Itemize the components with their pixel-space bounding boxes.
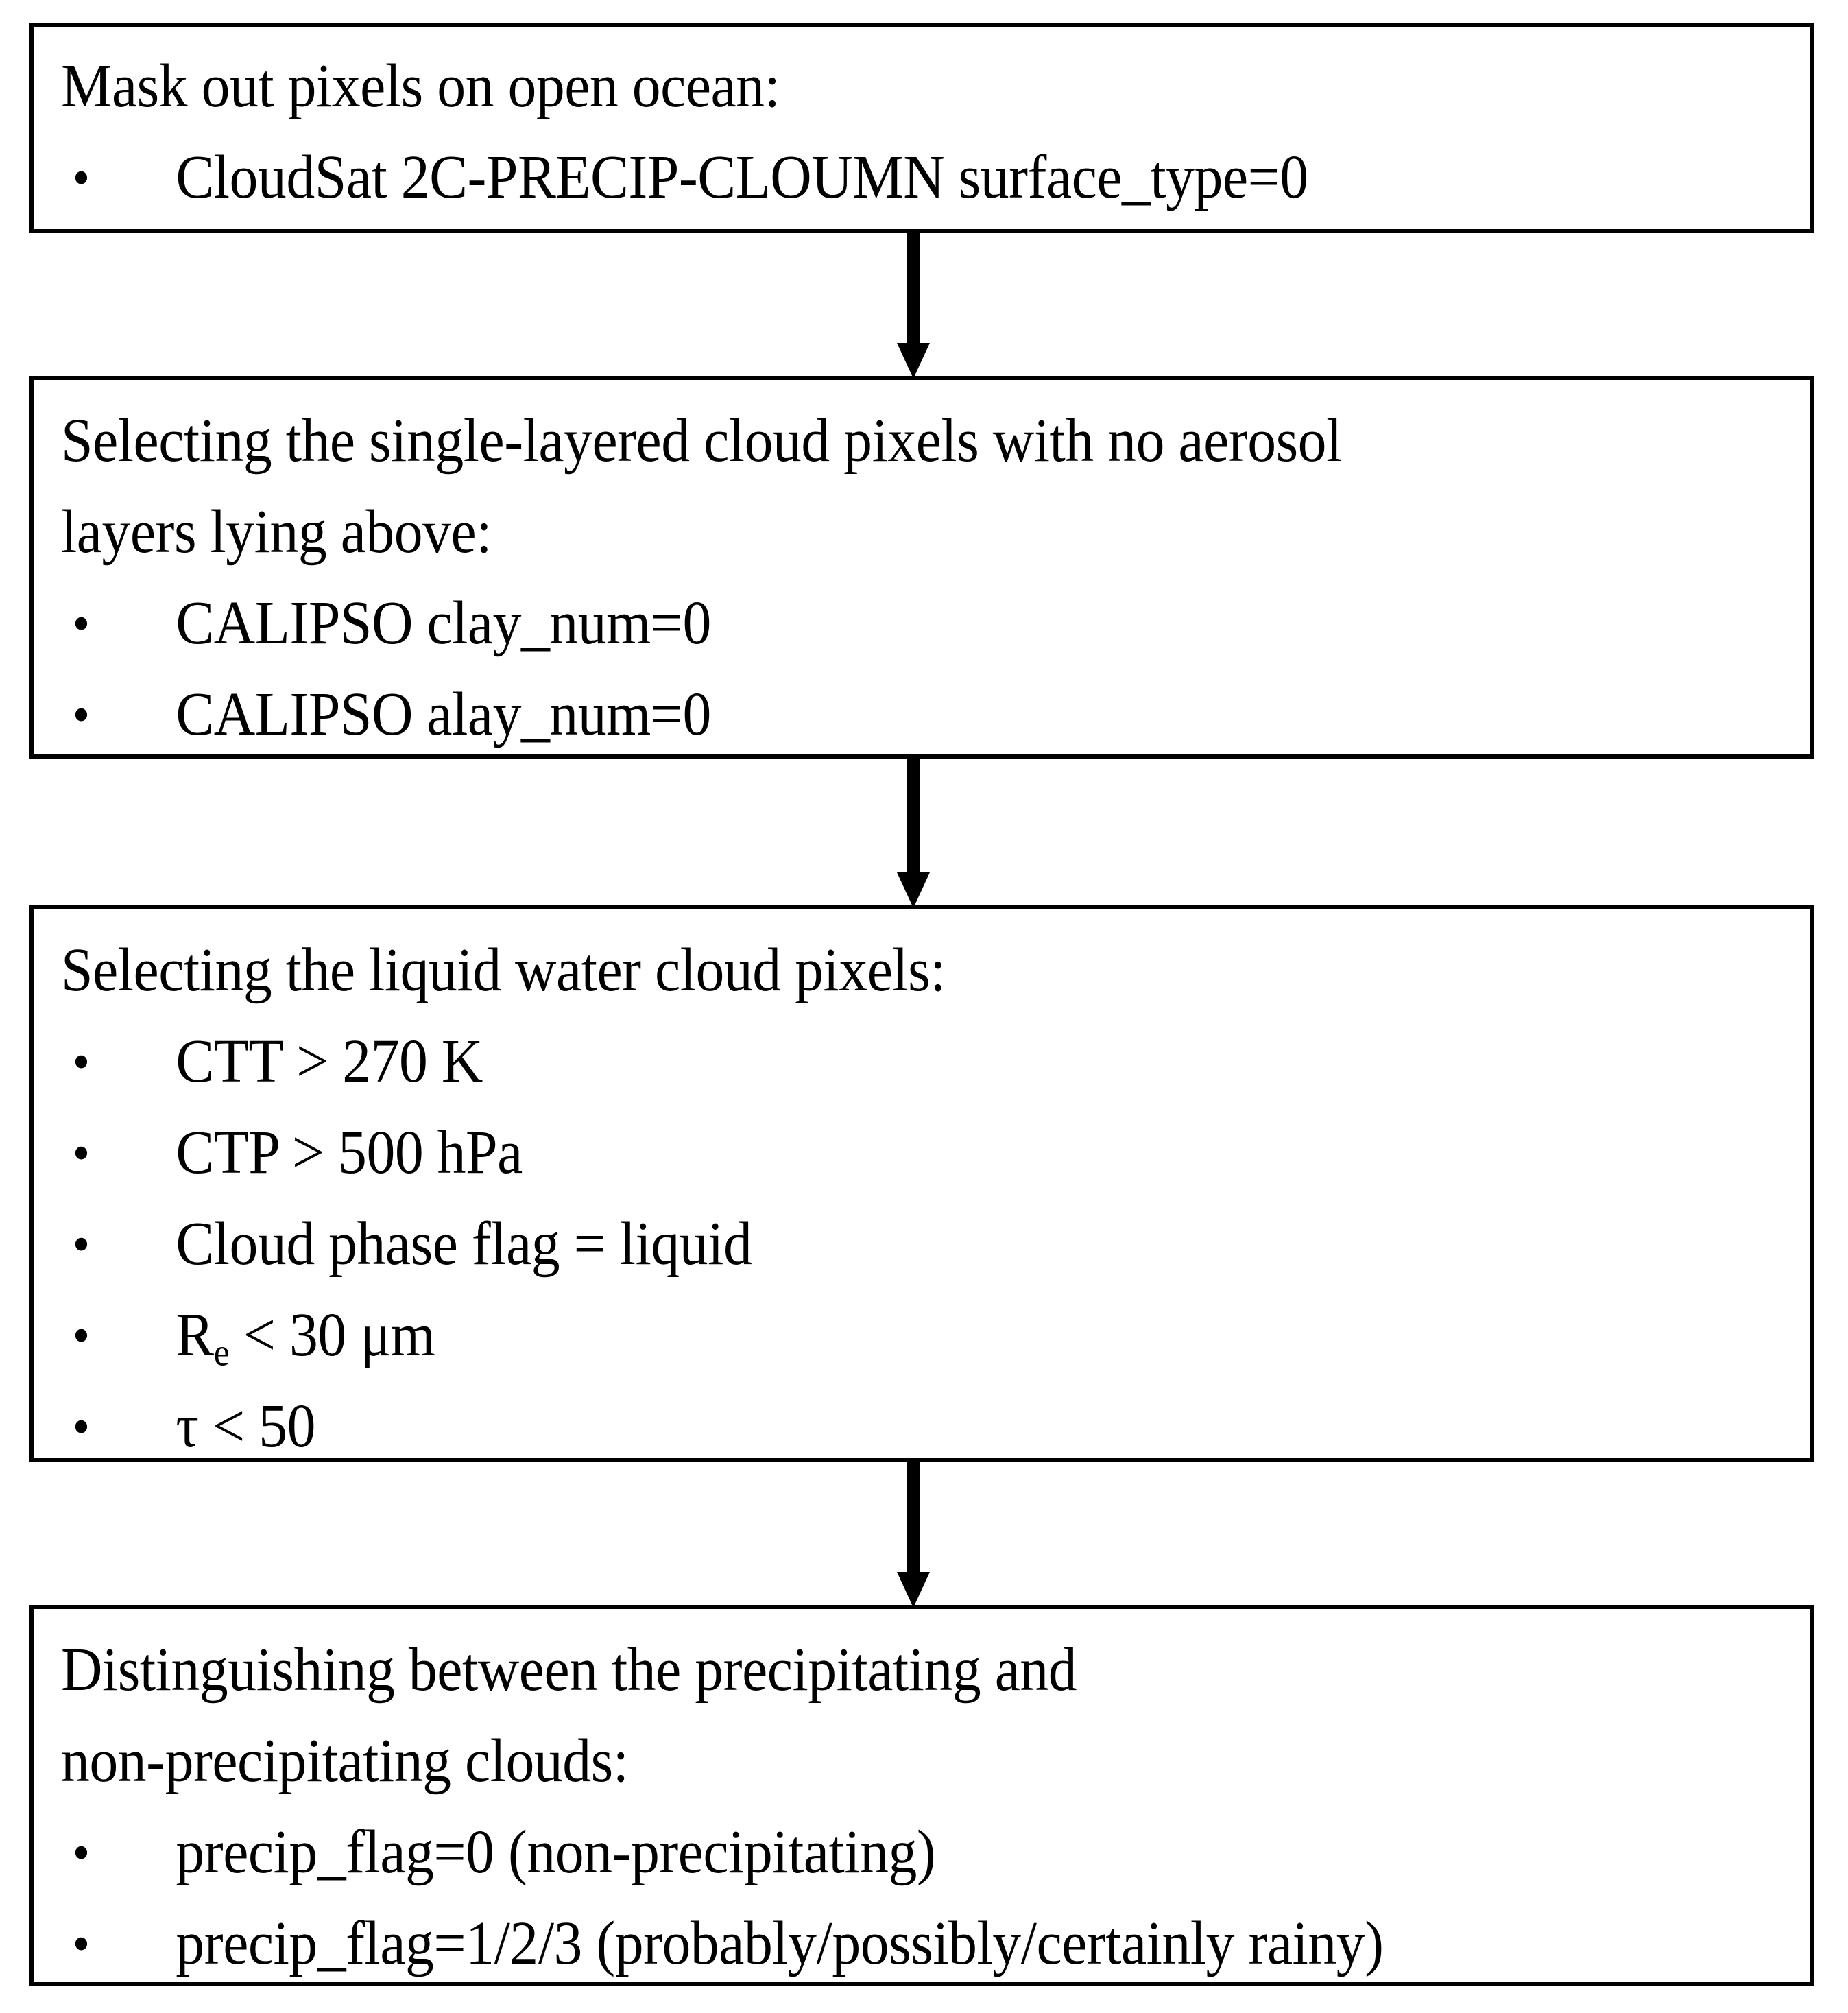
node-4-bullet-0 <box>61 1807 1676 1898</box>
bullet-icon: • <box>72 1822 90 1882</box>
node-3-bullet-0-label: CTT > 270 K <box>176 1027 483 1095</box>
node-3-bullet-3 <box>61 1289 1676 1381</box>
down-arrow-icon <box>894 759 933 908</box>
node-3-bullet-4-label <box>176 1381 315 1472</box>
arrow-node3-to-node4 <box>894 1462 933 1608</box>
node-4-bullet-1-label: precip_flag=1/2/3 (probably/possibly/certainly rainy) <box>176 1909 1384 1977</box>
node-1-bullet-0-label: CloudSat 2C-PRECIP-CLOUMN surface_type=0 <box>176 143 1308 211</box>
node-4-bullet-1 <box>61 1898 1676 1989</box>
node-3-bullet-1-label: CTP > 500 hPa <box>176 1119 523 1187</box>
re-symbol: R <box>176 1301 214 1369</box>
node-3-bullet-4 <box>61 1381 1676 1472</box>
node-4-heading-line-1: non-precipitating clouds: <box>61 1727 629 1795</box>
flowchart-node-distinguish-precipitating <box>29 1605 1814 1986</box>
bullet-icon: • <box>72 1396 90 1456</box>
node-1-body <box>61 40 1797 223</box>
re-subscript: e <box>213 1331 230 1374</box>
node-3-bullet-0 <box>61 1016 1676 1107</box>
arrow-node1-to-node2 <box>894 233 933 379</box>
arrow-node2-to-node3 <box>894 759 933 908</box>
node-3-bullet-1 <box>61 1107 1676 1198</box>
node-3-bullet-3-label <box>176 1289 435 1381</box>
node-4-body <box>61 1624 1797 1989</box>
tau-symbol: τ <box>176 1392 199 1460</box>
bullet-icon: • <box>72 1032 90 1091</box>
node-2-body <box>61 395 1797 760</box>
down-arrow-icon <box>894 233 933 379</box>
tau-rest: < 50 <box>198 1392 316 1460</box>
node-2-heading-line-0: Selecting the single-layered cloud pixels with no aerosol <box>61 407 1342 475</box>
flowchart-node-mask-open-ocean <box>29 23 1814 233</box>
bullet-icon: • <box>72 147 90 207</box>
node-2-bullet-1 <box>61 669 1676 760</box>
node-3-heading: Selecting the liquid water cloud pixels: <box>61 936 946 1004</box>
bullet-icon: • <box>72 1214 90 1274</box>
bullet-icon: • <box>72 684 90 744</box>
node-4-bullet-0-label: precip_flag=0 (non-precipitating) <box>176 1818 936 1886</box>
node-1-bullet-0 <box>61 132 1676 223</box>
node-2-bullet-0-label: CALIPSO clay_num=0 <box>176 589 711 657</box>
re-rest: < 30 μm <box>229 1301 435 1369</box>
node-3-body <box>61 925 1797 1472</box>
node-2-heading-line-1: layers lying above: <box>61 498 492 566</box>
node-2-bullet-1-label: CALIPSO alay_num=0 <box>176 680 711 748</box>
flowchart-node-select-liquid-water-cloud <box>29 905 1814 1462</box>
bullet-icon: • <box>72 1305 90 1365</box>
node-3-bullet-2-label: Cloud phase flag = liquid <box>176 1210 752 1278</box>
node-4-heading-line-0: Distinguishing between the precipitating and <box>61 1636 1077 1704</box>
bullet-icon: • <box>72 1914 90 1973</box>
bullet-icon: • <box>72 593 90 653</box>
node-3-bullet-2 <box>61 1198 1676 1289</box>
node-2-bullet-0 <box>61 577 1676 669</box>
flowchart-node-select-single-layered-cloud <box>29 376 1814 759</box>
down-arrow-icon <box>894 1462 933 1608</box>
bullet-icon: • <box>72 1123 90 1182</box>
node-1-heading: Mask out pixels on open ocean: <box>61 52 780 120</box>
